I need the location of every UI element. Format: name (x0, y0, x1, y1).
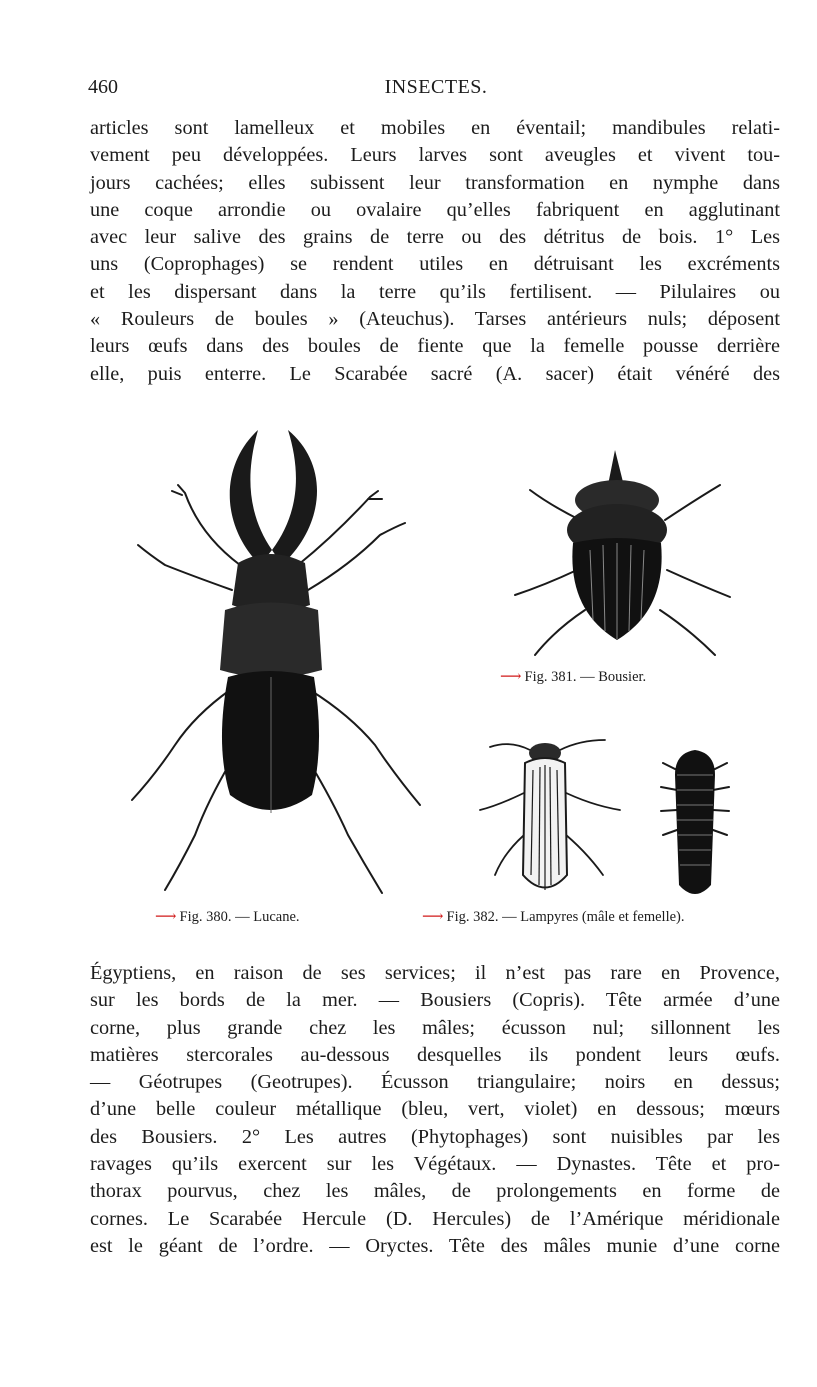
text-line: et les dispersant dans la terre qu’ils fertilisent. — Pilulaires ou (90, 280, 780, 303)
page-number: 460 (88, 76, 118, 98)
stag-beetle-illustration (120, 415, 430, 900)
text-line: ravages qu’ils exercent sur les Végétaux. — Dynastes. Tête et pro- (90, 1153, 780, 1176)
arrow-icon: ⟶ (155, 909, 176, 925)
text-line: vement peu développées. Leurs larves sont aveugles et vivent tou- (90, 144, 780, 167)
text-line: sur les bords de la mer. — Bousiers (Copris). Tête armée d’une (90, 989, 780, 1012)
text-line: — Géotrupes (Geotrupes). Écusson triangulaire; noirs en dessus; (90, 1071, 780, 1094)
text-line: elle, puis enterre. Le Scarabée sacré (A. sacer) était vénéré des (90, 362, 780, 385)
text-line: leurs œufs dans des boules de fiente que la femelle pousse derrière (90, 335, 780, 358)
fig382-caption (422, 907, 684, 926)
text-line: une coque arrondie ou ovalaire qu’elles fabriquent en agglutinant (90, 198, 780, 221)
fig380-caption (155, 907, 300, 926)
text-line: corne, plus grande chez les mâles; écusson nul; sillonnent les (90, 1016, 780, 1039)
dung-beetle-illustration (495, 445, 755, 660)
fig382-caption-text: Fig. 382. — Lampyres (mâle et femelle). (446, 909, 685, 925)
running-title: INSECTES. (384, 76, 488, 98)
text-line: des Bousiers. 2° Les autres (Phytophages) sont nuisibles par les (90, 1125, 780, 1148)
figure-area (0, 410, 817, 950)
bottom-paragraph (90, 960, 780, 1260)
text-line: Égyptiens, en raison de ses services; il n’est pas rare en Provence, (90, 962, 780, 984)
page-header (88, 76, 780, 102)
text-line: avec leur salive des grains de terre ou des détritus de bois. 1° Les (90, 226, 780, 249)
text-line: d’une belle couleur métallique (bleu, vert, violet) en dessous; mœurs (90, 1098, 780, 1121)
arrow-icon: ⟶ (500, 669, 521, 685)
text-line: cornes. Le Scarabée Hercule (D. Hercules) de l’Amérique méridionale (90, 1207, 780, 1230)
text-line: articles sont lamelleux et mobiles en éventail; mandibules relati- (90, 117, 780, 139)
text-line: thorax pourvus, chez les mâles, de prolongements en forme de (90, 1180, 780, 1203)
text-line: matières stercorales au-dessous desquelles ils pondent leurs œufs. (90, 1043, 780, 1066)
firefly-female-illustration (655, 745, 735, 900)
fig381-caption-text: Fig. 381. — Bousier. (524, 669, 647, 685)
text-line: « Rouleurs de boules » (Ateuchus). Tarses antérieurs nuls; déposent (90, 308, 780, 331)
text-line: est le géant de l’ordre. — Oryctes. Tête des mâles munie d’une corne (90, 1234, 780, 1257)
text-line: uns (Coprophages) se rendent utiles en détruisant les excréments (90, 253, 780, 276)
firefly-male-illustration (475, 735, 625, 900)
text-line: jours cachées; elles subissent leur transformation en nymphe dans (90, 171, 780, 194)
fig380-caption-text: Fig. 380. — Lucane. (179, 909, 300, 925)
arrow-icon: ⟶ (422, 909, 443, 925)
top-paragraph (90, 115, 780, 388)
fig381-caption (500, 667, 646, 686)
